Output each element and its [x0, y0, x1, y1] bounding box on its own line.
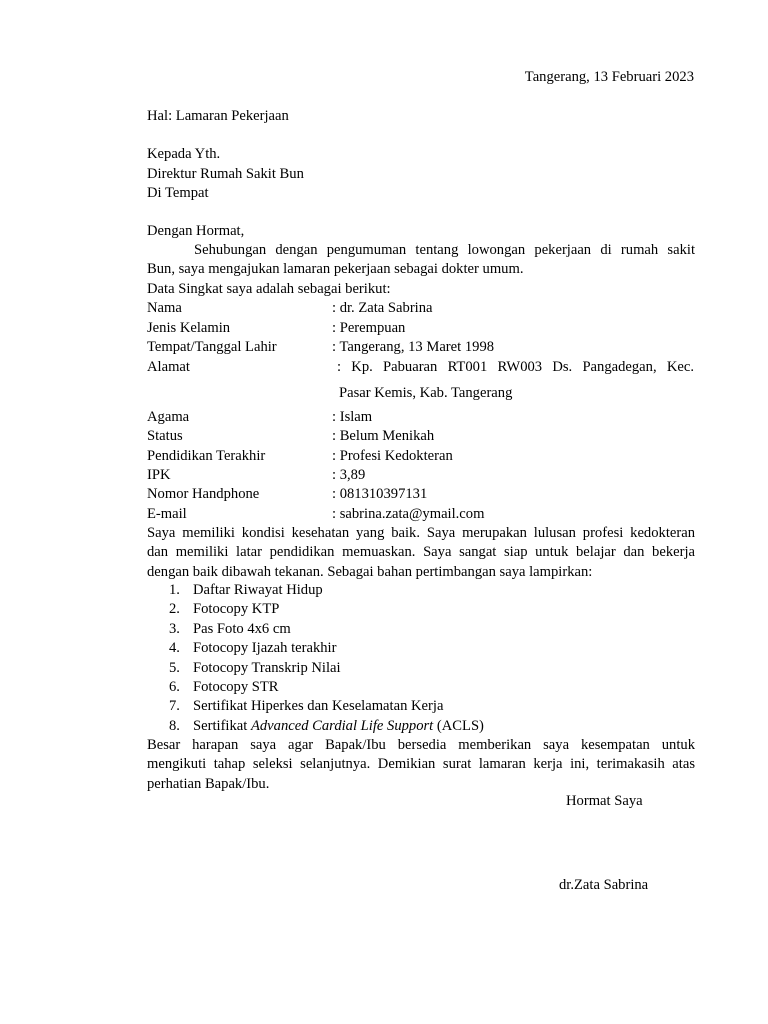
data-label: Status [147, 428, 183, 444]
data-value: : 3,89 [332, 467, 366, 483]
closing-line-3: perhatian Bapak/Ibu. [147, 775, 270, 792]
place-date: Tangerang, 13 Februari 2023 [524, 69, 694, 85]
recipient-name: Direktur Rumah Sakit Bun [147, 165, 304, 182]
recipient-location: Di Tempat [147, 185, 209, 201]
recipient-salutation: Kepada Yth. [147, 146, 221, 162]
data-label: E-mail [147, 505, 187, 522]
data-value: : Tangerang, 13 Maret 1998 [332, 339, 495, 355]
data-value: : sabrina.zata@ymail.com [332, 505, 485, 522]
data-value: : Perempuan [332, 319, 406, 336]
data-label: IPK [147, 467, 171, 483]
data-label: Nama [147, 300, 182, 316]
statement-line-1: Saya memiliki kondisi kesehatan yang baik. Saya merupakan lulusan profesi kedokteran [147, 525, 695, 541]
data-label: Jenis Kelamin [147, 319, 231, 336]
data-value: : Profesi Kedokteran [332, 447, 453, 464]
signer-name: dr.Zata Sabrina [559, 877, 649, 893]
opening-paragraph [147, 241, 695, 280]
statement-line-3: dengan baik dibawah tekanan. Sebagai bahan pertimbangan saya lampirkan: [147, 563, 593, 580]
data-label: Alamat [147, 358, 190, 375]
acls-certificate-text: Sertifikat Advanced Cardial Life Support (ACLS) [193, 717, 484, 734]
statement-paragraph [147, 524, 695, 582]
letter-page: Tangerang, 13 Februari 2023 Hal: Lamaran Pekerjaan Kepada Yth. Direktur Rumah Sakit Bun Di Tempat Dengan Hormat, Sehubungan dengan pengumuman tentang lowongan pekerjaan di rumah sakit Bun, saya mengajukan lamaran pekerjaan sebagai dokter umum. Data Singkat saya adalah sebagai berikut: Nama : dr. Zata Sabrina Jenis Kelamin : Perempuan Tempat/Tanggal Lahir : Tangerang, 13 Maret 1998 Alamat : Kp. Pabuaran RT001 RW003 Ds. Pangadegan, Kec. Pasar Kemis, Kab. Tangerang Agama : Islam Status : Belum Menikah Pendidikan Terakhir : Profesi Kedokteran IPK : 3,89 Nomor Handphone : 081310397131 E-mail : sabrina.zata@ymail.com Saya memiliki kondisi kesehatan yang baik. Saya merupakan lulusan profesi kedokteran dan memiliki latar pendidikan memuaskan. Saya sangat siap untuk belajar dan bekerja dengan baik dibawah tekanan. Sebagai bahan pertimbangan saya lampirkan: 1. Daftar Riwayat Hidup 2. Fotocopy KTP 3. Pas Foto 4x6 cm 4. Fotocopy Ijazah terakhir 5. Fotocopy Transkrip Nilai 6. Fotocopy STR 7. Sertifikat Hiperkes dan Keselamatan Kerja 8. Sertifikat Advanced Cardial Life Support (ACLS) Besar harapan saya agar Bapak/Ibu bersedia memberikan saya kesempatan untuk mengikuti tahap seleksi selanjutnya. Demikian surat lamaran kerja ini, terimakasih atas perhatian Bapak/Ibu. Hormat Saya dr.Zata Sabrina [147, 69, 695, 893]
opening-line-1: Sehubungan dengan pengumuman tentang lowongan pekerjaan di rumah sakit [194, 242, 695, 258]
data-value: : 081310397131 [332, 486, 428, 502]
statement-line-2: dan memiliki latar pendidikan memuaskan. Saya sangat siap untuk belajar dan bekerja [147, 544, 695, 561]
closing-line-2: mengikuti tahap seleksi selanjutnya. Demikian surat lamaran kerja ini, terimakasih atas [147, 756, 695, 773]
data-value: : dr. Zata Sabrina [332, 300, 433, 316]
closing-paragraph [147, 736, 695, 794]
acls-italic-text: Advanced Cardial Life Support [250, 717, 434, 734]
data-value: : Islam [332, 408, 373, 425]
data-label: Tempat/Tanggal Lahir [147, 339, 277, 355]
opening-line-2: Bun, saya mengajukan lamaran pekerjaan sebagai dokter umum. [147, 261, 524, 278]
address-line-1: : Kp. Pabuaran RT001 RW003 Ds. Pangadegan, Kec. [337, 358, 694, 375]
subject-line: Hal: Lamaran Pekerjaan [147, 108, 289, 124]
closing-line-1: Besar harapan saya agar Bapak/Ibu bersedia memberikan saya kesempatan untuk [147, 737, 695, 753]
data-label: Pendidikan Terakhir [147, 447, 266, 464]
data-value: : Belum Menikah [332, 428, 435, 444]
closing-salutation: Hormat Saya [566, 793, 643, 809]
greeting: Dengan Hormat, [147, 222, 245, 239]
address-line-2: Pasar Kemis, Kab. Tangerang [339, 384, 513, 401]
data-intro: Data Singkat saya adalah sebagai berikut: [147, 281, 391, 297]
address-value [337, 358, 694, 403]
data-label: Agama [147, 408, 190, 425]
data-label: Nomor Handphone [147, 486, 260, 502]
